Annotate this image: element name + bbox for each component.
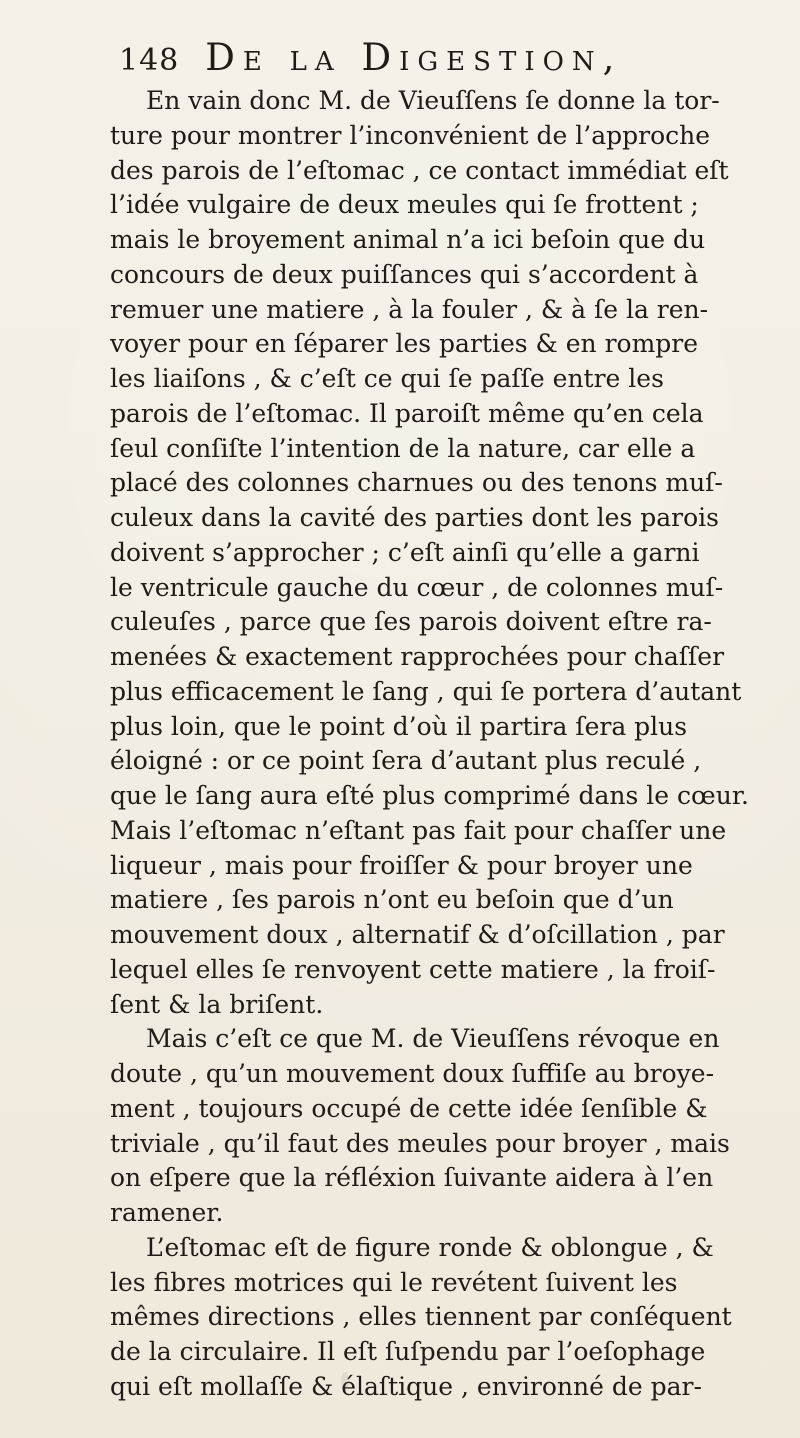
text-line: que le ſang aura eſté plus comprimé dans le cœur. [110,781,749,810]
paper-spot [341,1372,349,1390]
page-number: 148 [119,43,180,78]
text-line: plus efficacement le ſang , qui ſe portera d’autant [110,676,742,706]
text-line: remuer une matiere , à la fouler , & à ſe la ren- [110,294,709,324]
text-line: qui eſt mollaſſe & élaſtique , environné de par- [110,1371,702,1401]
text-line: En vain donc M. de Vieuſſens ſe donne la tor- [146,86,720,115]
text-line: menées & exactement rapprochées pour chaſſer [110,642,725,671]
text-line: concours de deux puiſſances qui s’accordent à [110,259,699,289]
text-line: liqueur , mais pour froiſſer & pour broyer une [110,850,693,880]
text-line: L’eſtomac eſt de figure ronde & oblongue , & [146,1232,714,1262]
text-line: les liaiſons , & c’eſt ce qui ſe paſſe entre les [110,364,664,393]
text-line: le ventricule gauche du cœur , de colonnes muſ- [110,572,724,602]
text-line: ſeul conſiſte l’intention de la nature, car elle a [110,433,696,463]
text-line: les fibres motrices qui le revétent ſuivent les [110,1267,678,1297]
text-line: on eſpere que la réfléxion ſuivante aidera à l’en [110,1163,714,1193]
running-head: De la Digestion, [205,36,623,79]
text-line: parois de l’eſtomac. Il paroiſt même qu’en cela [110,398,704,428]
text-line: de la circulaire. Il eſt ſuſpendu par l’oeſophage [110,1337,706,1366]
text-line: plus loin, que le point d’où il partira ſera plus [110,711,688,741]
text-line: mêmes directions , elles tiennent par conſéquent [110,1302,732,1332]
text-line: mais le broyement animal n’a ici beſoin que du [110,225,706,254]
text-line: lequel elles ſe renvoyent cette matiere , la froiſ- [110,954,716,984]
body-text [110,84,785,1405]
text-line: voyer pour en ſéparer les parties & en rompre [110,329,699,359]
text-line: doute , qu’un mouvement doux ſuffiſe au broye- [110,1059,715,1088]
text-line: des parois de l’eſtomac , ce contact immédiat eſt [110,155,729,185]
text-line: mouvement doux , alternatif & d’oſcillation , par [110,920,725,949]
text-line: ment , toujours occupé de cette idée ſenſible & [110,1093,708,1123]
text-line: placé des colonnes charnues ou des tenons muſ- [110,468,723,498]
page-header [119,36,709,82]
text-line: Mais l’eſtomac n’eſtant pas fait pour chaſſer une [110,815,727,845]
text-line: culeuſes , parce que ſes parois doivent eſtre ra- [110,607,712,637]
text-line: matiere , ſes parois n’ont eu beſoin que d’un [110,885,674,915]
text-line: culeux dans la cavité des parties dont les parois [110,503,719,532]
text-line: ture pour montrer l’inconvénient de l’approche [110,120,711,150]
text-line: ſent & la briſent. [110,989,324,1019]
text-line: doivent s’approcher ; c’eſt ainſi qu’elle a garni [110,537,700,567]
text-line: éloigné : or ce point ſera d’autant plus reculé , [110,746,702,776]
text-line: ramener. [110,1198,224,1227]
text-line: l’idée vulgaire de deux meules qui ſe frottent ; [110,190,699,220]
text-line: Mais c’eſt ce que M. de Vieuſſens révoque en [146,1024,720,1054]
text-line: triviale , qu’il faut des meules pour broyer , mais [110,1128,730,1158]
